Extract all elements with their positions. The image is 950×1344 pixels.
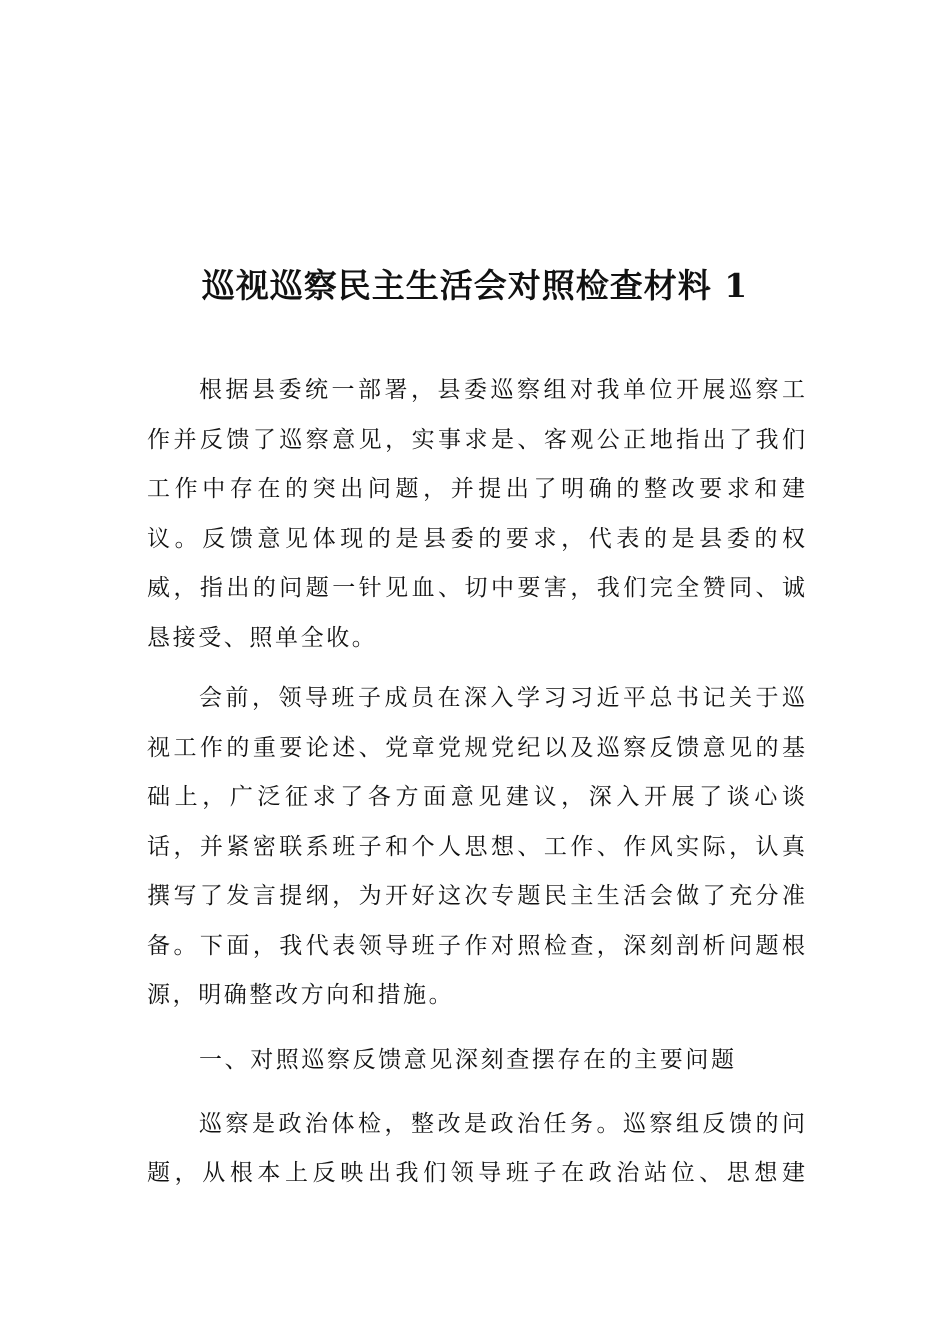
paragraph-1 — [147, 366, 805, 663]
text-line: 撰写了发言提纲，为开好这次专题民主生活会做了充分准 — [147, 883, 805, 909]
text-line: 话，并紧密联系班子和个人思想、工作、作风实际，认真 — [147, 833, 805, 860]
document-body — [147, 366, 805, 1210]
text-line: 视工作的重要论述、党章党规党纪以及巡察反馈意见的基 — [147, 734, 805, 761]
text-line: 作并反馈了巡察意见，实事求是、客观公正地指出了我们 — [147, 426, 805, 453]
text-line: 巡察是政治体检，整改是政治任务。巡察组反馈的问 — [199, 1110, 805, 1137]
text-line: 威，指出的问题一针见血、切中要害，我们完全赞同、诚 — [147, 575, 805, 601]
text-line: 议。反馈意见体现的是县委的要求，代表的是县委的权 — [147, 525, 805, 552]
text-line: 工作中存在的突出问题，并提出了明确的整改要求和建 — [147, 476, 805, 502]
section-heading-1: 一、对照巡察反馈意见深刻查摆存在的主要问题 — [199, 1046, 737, 1073]
paragraph-2 — [147, 674, 805, 1021]
paragraph-3 — [147, 1100, 805, 1199]
text-line: 备。下面，我代表领导班子作对照检查，深刻剖析问题根 — [147, 932, 805, 959]
document-title: 巡视巡察民主生活会对照检查材料 1 — [201, 266, 749, 305]
text-line: 会前，领导班子成员在深入学习习近平总书记关于巡 — [199, 685, 805, 711]
text-line: 题，从根本上反映出我们领导班子在政治站位、思想建 — [147, 1160, 805, 1186]
text-line: 源，明确整改方向和措施。 — [147, 982, 455, 1008]
text-line: 础上，广泛征求了各方面意见建议，深入开展了谈心谈 — [147, 784, 805, 810]
text-line: 恳接受、照单全收。 — [147, 624, 378, 651]
text-line: 根据县委统一部署，县委巡察组对我单位开展巡察工 — [199, 377, 805, 403]
